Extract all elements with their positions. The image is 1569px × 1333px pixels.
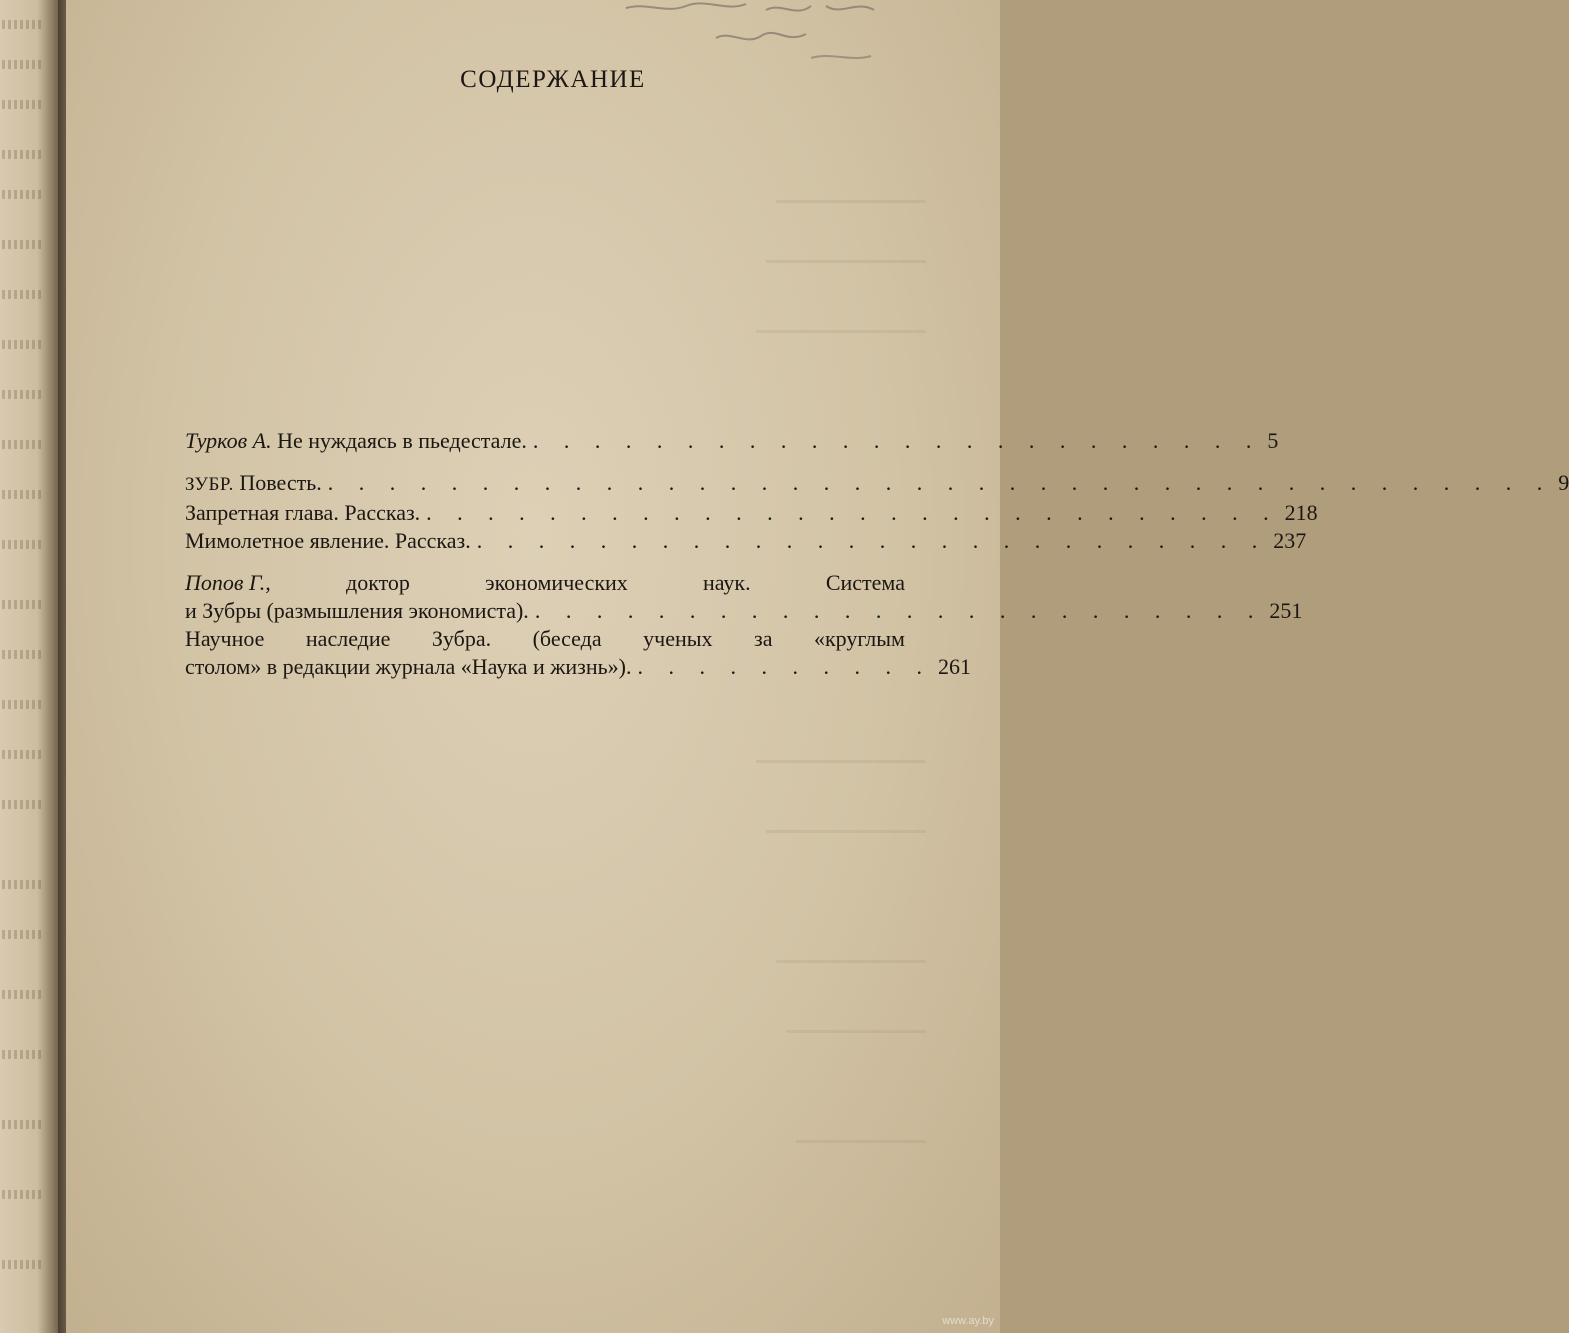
toc-word: за bbox=[754, 626, 773, 651]
left-page-text-fragment bbox=[2, 800, 42, 809]
toc-page-number: 9 bbox=[1558, 470, 1569, 495]
toc-entry bbox=[185, 499, 1318, 527]
dot-leader: . . . . . . . . . . . . . . . . . . . . . . . . . . . . bbox=[426, 500, 1279, 525]
left-page-text-fragment bbox=[2, 490, 42, 499]
toc-page-number: 261 bbox=[938, 654, 972, 679]
left-page-text-fragment bbox=[2, 150, 42, 159]
left-page-text-fragment bbox=[2, 440, 42, 449]
toc-entry-title bbox=[185, 427, 527, 455]
left-page-edge bbox=[0, 0, 62, 1333]
toc-page-number: 5 bbox=[1267, 428, 1279, 453]
left-page-text-fragment bbox=[2, 930, 42, 939]
dot-leader: . . . . . . . . . . . . . . . . . . . . . . . . bbox=[532, 428, 1262, 453]
dot-leader: . . . . . . . . . . . . . . . . . . . . . . . . bbox=[534, 598, 1264, 623]
toc-word: «круглым bbox=[813, 626, 905, 651]
toc-entry-title: и Зубры (размышления экономиста). bbox=[185, 598, 529, 623]
left-page-text-fragment bbox=[2, 340, 42, 349]
page-title: СОДЕРЖАНИЕ bbox=[460, 66, 646, 93]
toc-entry-first-line bbox=[185, 569, 905, 597]
toc-entry-title-caps: ЗУБР. bbox=[185, 474, 234, 495]
toc-entry bbox=[185, 527, 1307, 555]
toc-entry-author: Турков А. bbox=[185, 428, 272, 453]
toc-entry bbox=[185, 597, 1303, 625]
toc-word: Система bbox=[825, 570, 905, 595]
table-of-contents bbox=[185, 427, 1569, 681]
toc-entry-title-text: Повесть. bbox=[233, 470, 322, 495]
show-through-text bbox=[766, 830, 926, 833]
toc-word: Зубра. bbox=[431, 626, 492, 651]
toc-entry bbox=[185, 469, 1569, 499]
toc-entry-title bbox=[185, 469, 322, 499]
left-page-text-fragment bbox=[2, 1190, 42, 1199]
toc-word: (беседа bbox=[532, 626, 602, 651]
left-page-text-fragment bbox=[2, 750, 42, 759]
show-through-text bbox=[756, 330, 926, 333]
left-page-text-fragment bbox=[2, 990, 42, 999]
pencil-handwriting bbox=[606, 0, 906, 70]
toc-word: наук. bbox=[703, 570, 751, 595]
show-through-text bbox=[776, 960, 926, 963]
toc-entry-author: Попов Г., bbox=[185, 570, 271, 595]
left-page-text-fragment bbox=[2, 240, 42, 249]
show-through-text bbox=[786, 1030, 926, 1033]
toc-word: Научное bbox=[185, 626, 265, 651]
left-page-text-fragment bbox=[2, 390, 42, 399]
left-page-text-fragment bbox=[2, 650, 42, 659]
toc-entry-first-line bbox=[185, 625, 905, 653]
left-page-text-fragment bbox=[2, 60, 42, 69]
dot-leader: . . . . . . . . . . bbox=[637, 654, 933, 679]
book-page bbox=[66, 0, 1569, 1333]
left-page-text-fragment bbox=[2, 880, 42, 889]
left-page-text-fragment bbox=[2, 1050, 42, 1059]
toc-word: наследие bbox=[305, 626, 391, 651]
toc-entry-title: Мимолетное явление. Рассказ. bbox=[185, 528, 471, 553]
toc-page-number: 218 bbox=[1284, 500, 1318, 525]
show-through-text bbox=[756, 760, 926, 763]
left-page-text-fragment bbox=[2, 540, 42, 549]
show-through-text bbox=[776, 200, 926, 203]
toc-entry bbox=[185, 427, 1279, 455]
left-page-text-fragment bbox=[2, 190, 42, 199]
toc-entry-title: Запретная глава. Рассказ. bbox=[185, 500, 421, 525]
left-page-text-fragment bbox=[2, 1120, 42, 1129]
left-page-text-fragment bbox=[2, 1260, 42, 1269]
toc-entry bbox=[185, 653, 972, 681]
toc-word: ученых bbox=[643, 626, 713, 651]
left-page-text-fragment bbox=[2, 600, 42, 609]
left-page-text-fragment bbox=[2, 20, 42, 29]
show-through-text bbox=[766, 260, 926, 263]
watermark: www.ay.by bbox=[942, 1315, 994, 1327]
toc-page-number: 237 bbox=[1273, 528, 1307, 553]
show-through-text bbox=[796, 1140, 926, 1143]
left-page-text-fragment bbox=[2, 700, 42, 709]
toc-word: экономических bbox=[485, 570, 628, 595]
toc-entry-title: столом» в редакции журнала «Наука и жизнь»). bbox=[185, 654, 632, 679]
toc-entry-title-text: Не нуждаясь в пьедестале. bbox=[271, 428, 527, 453]
left-page-text-fragment bbox=[2, 100, 42, 109]
toc-word: доктор bbox=[346, 570, 410, 595]
toc-page-number: 251 bbox=[1269, 598, 1303, 623]
dot-leader: . . . . . . . . . . . . . . . . . . . . . . . . . . bbox=[476, 528, 1268, 553]
left-page-text-fragment bbox=[2, 290, 42, 299]
dot-leader: . . . . . . . . . . . . . . . . . . . . . . . . . . . . . . . . . . . . . . . . bbox=[327, 470, 1553, 495]
